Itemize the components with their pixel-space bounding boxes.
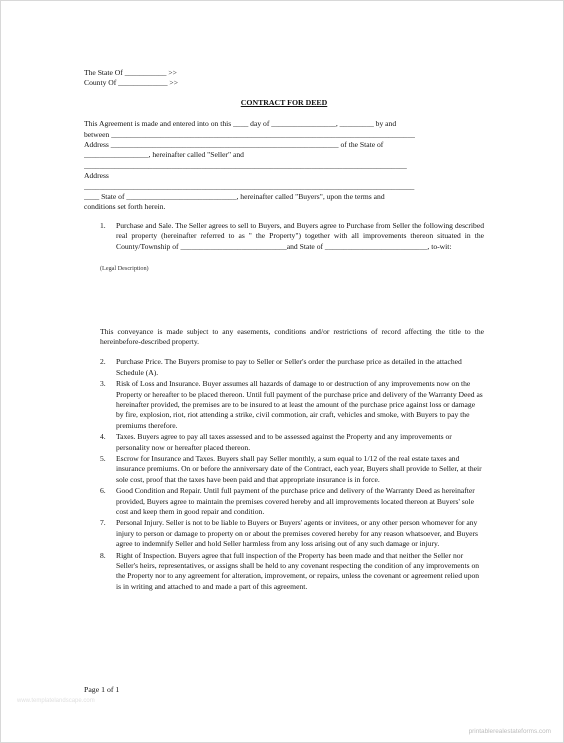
buyer-line: _______________________________________________________________________________________: [84, 181, 415, 191]
page-number: Page 1 of 1: [84, 685, 120, 694]
watermark-left: www.templatelandscape.com: [17, 698, 95, 704]
section-number: 1.: [100, 220, 106, 230]
buyer-line: conditions set forth herein.: [84, 202, 166, 212]
item-number: 4.: [100, 432, 106, 442]
list-item: [100, 454, 484, 485]
county-line: County Of _____________ >>: [84, 78, 178, 88]
item-text: Purchase Price. The Buyers promise to pay to Seller or Seller's order the purchase price as detailed in the attached Schedule (A).: [116, 357, 462, 377]
legal-description: (Legal Description): [100, 265, 149, 273]
item-text: Risk of Loss and Insurance. Buyer assumes all hazards of damage to or destruction of any improvements now on the Property or hereafter to be placed thereon. Until full payment of the purchase price and delivery of the Warranty Deed as hereinafter provided, the premises are to be insured to at least the amount of the purchase price against loss or damage by fire, explosion, riot, riot attending a strike, civil commotion, air craft, vehicles and smoke, with Buyers to pay the premiums therefore.: [116, 379, 483, 430]
list-item: [100, 486, 484, 517]
buyer-line: Address: [84, 171, 109, 181]
list-item: [100, 518, 484, 549]
intro-line: Address ____________________________________________________________ of the State of: [84, 140, 384, 150]
intro-line: between ________________________________________________________________________________: [84, 129, 415, 139]
buyer-line: ____ State of _____________________________, hereinafter called "Buyers", upon the terms and: [84, 192, 385, 202]
item-text: Right of Inspection. Buyers agree that full inspection of the Property has been made and that neither the Seller nor Seller's heirs, representatives, or assigns shall be held to any covenant respecting the condition of any improvements on the Property nor to any agreement for alteration, improvement, or repairs, unless the covenant or agreement relied upon is in writing and attached to and made a part of this agreement.: [116, 550, 480, 591]
item-number: 3.: [100, 379, 106, 389]
section-text: Purchase and Sale. The Seller agrees to sell to Buyers, and Buyers agree to Purchase from Seller the following described real property (hereinafter referred to as " the Property") together with all improvements thereon situated in the County/Township of ____________________________and State of ___________________________, to-wit:: [116, 220, 484, 251]
item-text: Good Condition and Repair. Until full payment of the purchase price and delivery of the Warranty Deed as hereinafter provided, Buyers agree to maintain the premises covered hereby and all improvements located thereon at Buyers' sole cost and keep them in good repair and condition.: [116, 486, 475, 516]
list-item: [100, 432, 484, 453]
state-line: The State Of ___________ >>: [84, 68, 177, 77]
item-text: Taxes. Buyers agree to pay all taxes assessed and to be assessed against the Property and any improvements or personality now or hereafter placed thereon.: [116, 432, 452, 452]
item-number: 6.: [100, 486, 106, 496]
document-title: CONTRACT FOR DEED: [240, 97, 328, 107]
terms-list: [84, 357, 484, 592]
item-text: Escrow for Insurance and Taxes. Buyers shall pay Seller monthly, a sum equal to 1/12 of the real estate taxes and insurance premiums. On or before the anniversary date of the Contract, each year, Buyers shall provide to Seller, at their sole cost, proof that the taxes have been paid and that appropriate insurance is in force.: [116, 453, 482, 484]
intro-line: This Agreement is made and entered into on this ____ day of _________________, _________ by and: [84, 119, 397, 129]
section-purchase-sale: [100, 221, 484, 252]
list-item: [100, 357, 484, 378]
list-item: [100, 379, 484, 431]
item-number: 8.: [100, 550, 106, 560]
conveyance-paragraph: This conveyance is made subject to any easements, conditions and/or restrictions of record affecting the title to the hereinbefore-described property.: [100, 326, 484, 346]
item-number: 5.: [100, 453, 106, 463]
list-item: [100, 551, 484, 593]
intro-line: _________________, hereinafter called "Seller" and: [84, 150, 244, 160]
item-number: 2.: [100, 357, 106, 367]
intro-line: _____________________________________________________________________________________: [84, 160, 407, 170]
item-text: Personal Injury. Seller is not to be liable to Buyers or Buyers' agents or invitees, or any other person whomever for any injury to person or damage to property on or about the premises covered hereby for any reason whatsoever, and Buyers agree to indemnify Seller and hold Seller harmless from any loss arising out of any such damage or injury.: [116, 518, 478, 549]
contract-body: [84, 68, 484, 593]
watermark-right: printablerealestateforms.com: [468, 728, 551, 735]
item-number: 7.: [100, 518, 106, 528]
parties-block: [84, 119, 484, 213]
